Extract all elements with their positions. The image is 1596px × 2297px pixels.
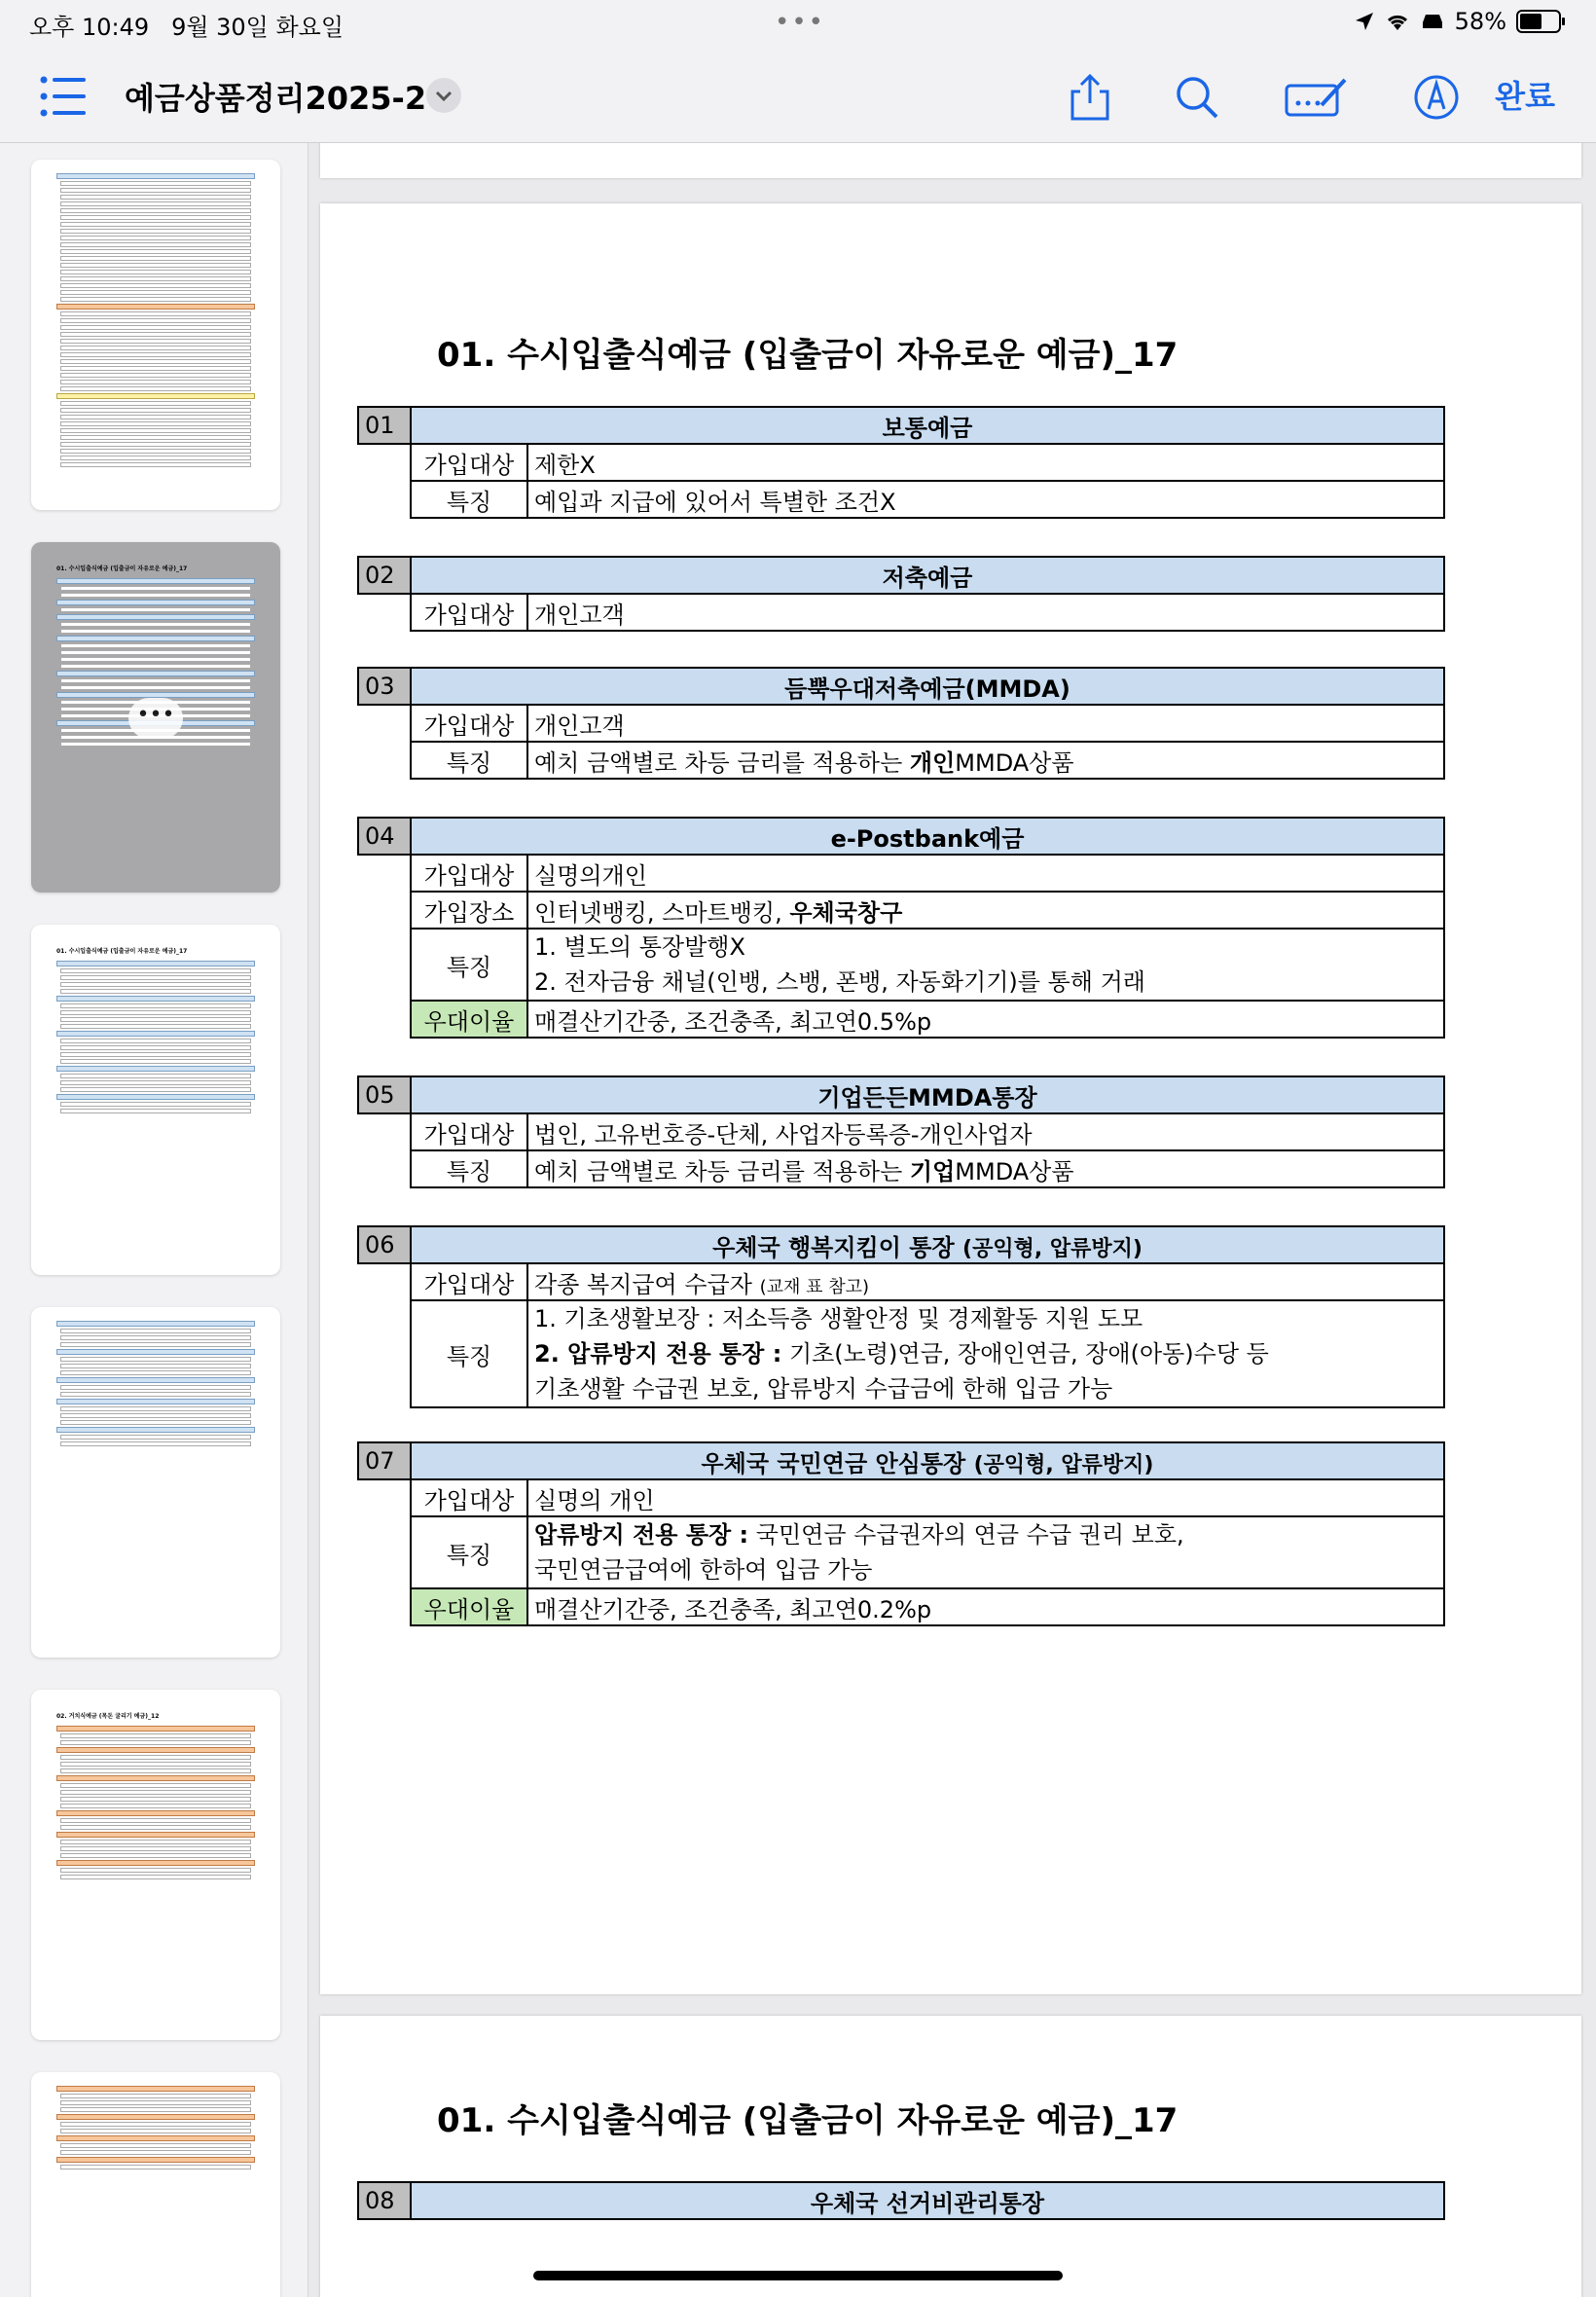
page-thumbnail-sidebar[interactable] [0,143,308,2297]
row-value: 개인고객 [527,594,1444,631]
status-indicators [1354,8,1561,35]
row-value: 제한X [527,444,1444,481]
markup-pen-icon[interactable] [1409,72,1464,123]
wifi-icon [1385,11,1410,32]
car-icon [1420,11,1445,32]
previous-page-bottom [320,143,1581,178]
product-name: e-Postbank예금 [411,818,1444,855]
row-label: 가입대상 [411,705,527,742]
product-number: 04 [358,818,411,855]
row-label: 가입대상 [411,1263,527,1300]
product-number: 03 [358,668,411,705]
product-name: 우체국 선거비관리통장 [411,2182,1444,2219]
thumbnail-page-5[interactable] [31,1690,280,2040]
row-value: 예입과 지급에 있어서 특별한 조건X [527,481,1444,518]
row-value: 매결산기간중, 조건충족, 최고연0.5%p [527,1001,1444,1038]
product-table-08 [357,2181,1445,2220]
page-title: 01. 수시입출식예금 (입출금이 자유로운 예금)_17 [437,2101,1179,2140]
thumbnail-page-2-selected[interactable] [31,542,280,893]
product-table-07 [357,1441,1445,1626]
product-table-04 [357,817,1445,1039]
document-title[interactable]: 예금상품정리2025-2 [125,80,427,117]
product-number: 02 [358,557,411,594]
product-number: 06 [358,1226,411,1263]
thumbnail-page-6[interactable] [31,2072,280,2297]
row-value: 법인, 고유번호증-단체, 사업자등록증-개인사업자 [527,1113,1444,1150]
product-table-01 [357,406,1445,519]
product-name: 보통예금 [411,407,1444,444]
row-value: 개인고객 [527,705,1444,742]
multitasking-dots-icon[interactable]: ••• [775,8,826,37]
thumbnail-title: 01. 수시입출식예금 (입출금이 자유로운 예금)_17 [56,948,188,955]
document-page [320,203,1581,1994]
row-label: 가입대상 [411,594,527,631]
product-table-03 [357,667,1445,780]
product-name: 우체국 행복지킴이 통장 (공익형, 압류방지) [411,1226,1444,1263]
share-icon[interactable] [1063,72,1117,123]
row-label: 특징 [411,742,527,779]
row-value: 실명의개인 [527,855,1444,892]
row-label: 특징 [411,929,527,1001]
more-options-icon[interactable]: ••• [128,698,183,739]
markup-toolbar-icon[interactable] [1283,72,1351,123]
row-value: 예치 금액별로 차등 금리를 적용하는 기업MMDA상품 [527,1150,1444,1187]
status-bar [0,0,1596,49]
product-name: 저축예금 [411,557,1444,594]
product-table-06 [357,1225,1445,1408]
row-value: 예치 금액별로 차등 금리를 적용하는 개인MMDA상품 [527,742,1444,779]
row-value: 매결산기간중, 조건충족, 최고연0.2%p [527,1588,1444,1625]
row-value: 각종 복지급여 수급자 (교재 표 참고) [527,1263,1444,1300]
row-value: 인터넷뱅킹, 스마트뱅킹, 우체국창구 [527,892,1444,929]
search-icon[interactable] [1170,72,1224,123]
home-indicator[interactable] [533,2271,1063,2280]
location-icon [1354,11,1375,32]
row-label: 가입장소 [411,892,527,929]
row-label: 가입대상 [411,855,527,892]
row-value: 1. 기초생활보장 : 저소득층 생활안정 및 경제활동 지원 도모 2. 압류방지 전용 통장 : 기초(노령)연금, 장애인연금, 장애(아동)수당 등 기초생활 수급권 보호, 압류방지 수급금에 한해 입금 가능 [527,1300,1444,1407]
product-number: 05 [358,1076,411,1113]
status-time: 오후 10:49 9월 30일 화요일 [29,14,345,41]
thumbnail-title: 01. 수시입출식예금 (입출금이 자유로운 예금)_17 [56,565,188,572]
product-table-05 [357,1076,1445,1188]
row-label: 특징 [411,1150,527,1187]
thumbnail-page-1[interactable] [31,160,280,510]
thumbnail-title: 02. 거치식예금 (목돈 굴리기 예금)_12 [56,1713,160,1720]
row-label: 가입대상 [411,1113,527,1150]
product-name: 기업든든MMDA통장 [411,1076,1444,1113]
thumbnail-page-3[interactable] [31,925,280,1275]
document-page-next [320,2016,1581,2297]
product-table-02 [357,556,1445,632]
row-label: 가입대상 [411,1479,527,1516]
product-name: 듬뿍우대저축예금(MMDA) [411,668,1444,705]
row-label: 특징 [411,481,527,518]
battery-percent: 58% [1454,8,1506,35]
product-name: 우체국 국민연금 안심통장 (공익형, 압류방지) [411,1442,1444,1479]
row-label: 우대이율 [411,1588,527,1625]
product-number: 01 [358,407,411,444]
row-label: 가입대상 [411,444,527,481]
product-number: 08 [358,2182,411,2219]
row-value: 실명의 개인 [527,1479,1444,1516]
product-number: 07 [358,1442,411,1479]
row-label: 특징 [411,1516,527,1588]
done-button[interactable]: 완료 [1495,78,1555,115]
row-label: 우대이율 [411,1001,527,1038]
battery-icon [1516,10,1561,33]
toolbar [0,49,1596,143]
chevron-down-icon[interactable] [426,78,461,113]
document-viewer[interactable] [308,143,1596,2297]
page-title: 01. 수시입출식예금 (입출금이 자유로운 예금)_17 [437,336,1179,375]
row-value: 1. 별도의 통장발행X 2. 전자금융 채널(인뱅, 스뱅, 폰뱅, 자동화기기)를 통해 거래 [527,929,1444,1001]
row-label: 특징 [411,1300,527,1407]
row-value: 압류방지 전용 통장 : 국민연금 수급권자의 연금 수급 권리 보호, 국민연금급여에 한하여 입금 가능 [527,1516,1444,1588]
thumbnail-page-4[interactable] [31,1307,280,1658]
list-icon[interactable] [39,74,90,119]
